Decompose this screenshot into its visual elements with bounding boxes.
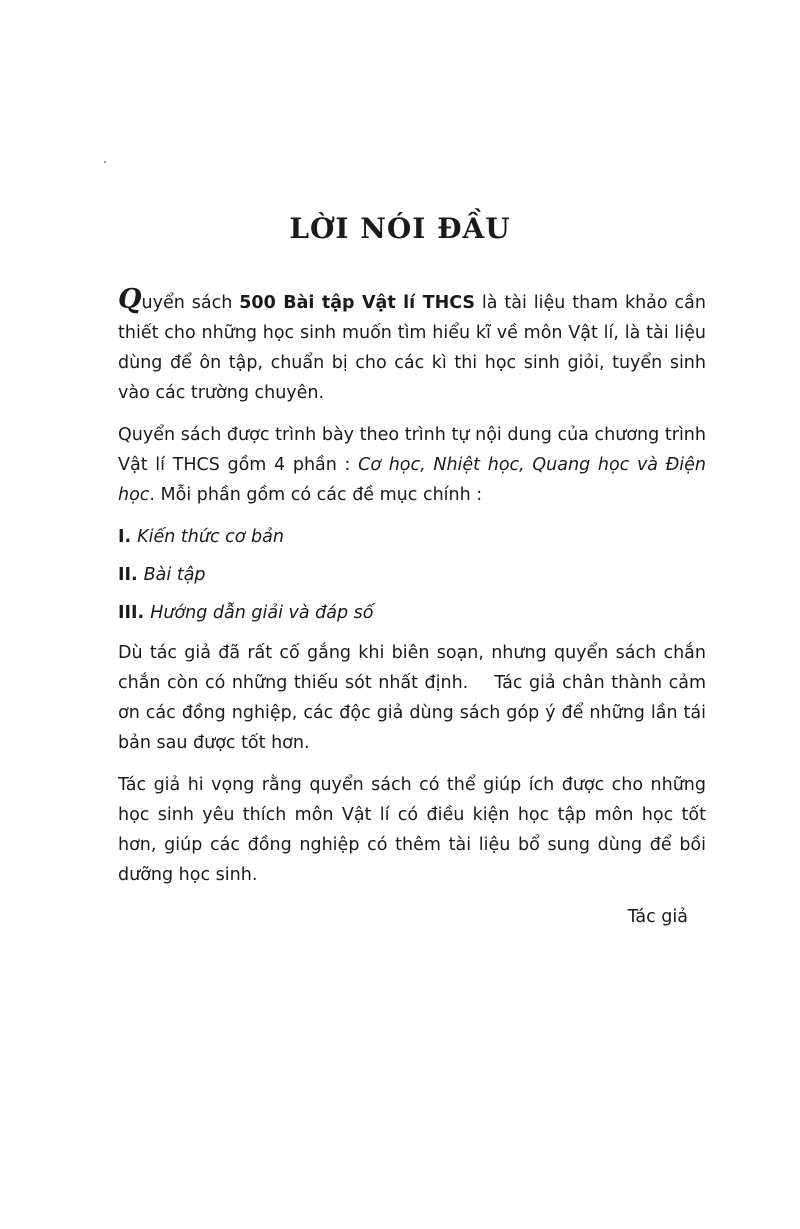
section-item xyxy=(118,560,706,590)
page-title: LỜI NÓI ĐẦU xyxy=(289,212,511,245)
structure-rest: . Mỗi phần gồm có các đề mục chính : xyxy=(149,485,483,505)
intro-lead: uyển sách xyxy=(141,293,240,313)
section-text: Hướng dẫn giải và đáp số xyxy=(150,603,374,623)
structure-parts: Cơ học, Nhiệt học, Quang học và Điện học xyxy=(118,455,706,505)
drop-cap: Q xyxy=(118,284,142,315)
section-text: Kiến thức cơ bản xyxy=(137,527,284,547)
intro-rest: là tài liệu tham khảo cần thiết cho những học sinh muốn tìm hiểu kĩ về môn Vật lí, là tài liệu dùng để ôn tập, chuẩn bị cho các kì thi học sinh giỏi, tuyển sinh vào các trường chuyên. xyxy=(118,293,706,403)
section-number: II. xyxy=(118,565,138,585)
structure-lead: Quyển sách được trình bày theo trình tự nội dung của chương trình Vật lí THCS gồm 4 phần : xyxy=(118,425,706,475)
paragraph-structure xyxy=(118,420,706,510)
section-item xyxy=(118,598,706,628)
paragraph-thanks: Dù tác giả đã rất cố gắng khi biên soạn, nhưng quyển sách chắn chắn còn có những thiếu sót nhất định. Tác giả chân thành cảm ơn các đồng nghiệp, các độc giả dùng sách góp ý để những lần tái bản sau được tốt hơn. xyxy=(118,643,712,753)
author-signature: Tác giả xyxy=(627,907,688,927)
section-number: III. xyxy=(118,603,145,623)
section-item xyxy=(118,522,706,552)
section-text: Bài tập xyxy=(143,565,206,585)
section-number: I. xyxy=(118,527,132,547)
book-title: 500 Bài tập Vật lí THCS xyxy=(239,293,475,313)
paragraph-hope: Tác giả hi vọng rằng quyển sách có thể giúp ích được cho những học sinh yêu thích môn Vật lí có điều kiện học tập môn học tốt hơn, giúp các đồng nghiệp có thêm tài liệu bổ sung dùng để bồi dưỡng học sinh. xyxy=(118,775,706,885)
paragraph-intro xyxy=(118,284,706,408)
scan-speck xyxy=(104,161,106,163)
preface-body xyxy=(118,284,712,932)
